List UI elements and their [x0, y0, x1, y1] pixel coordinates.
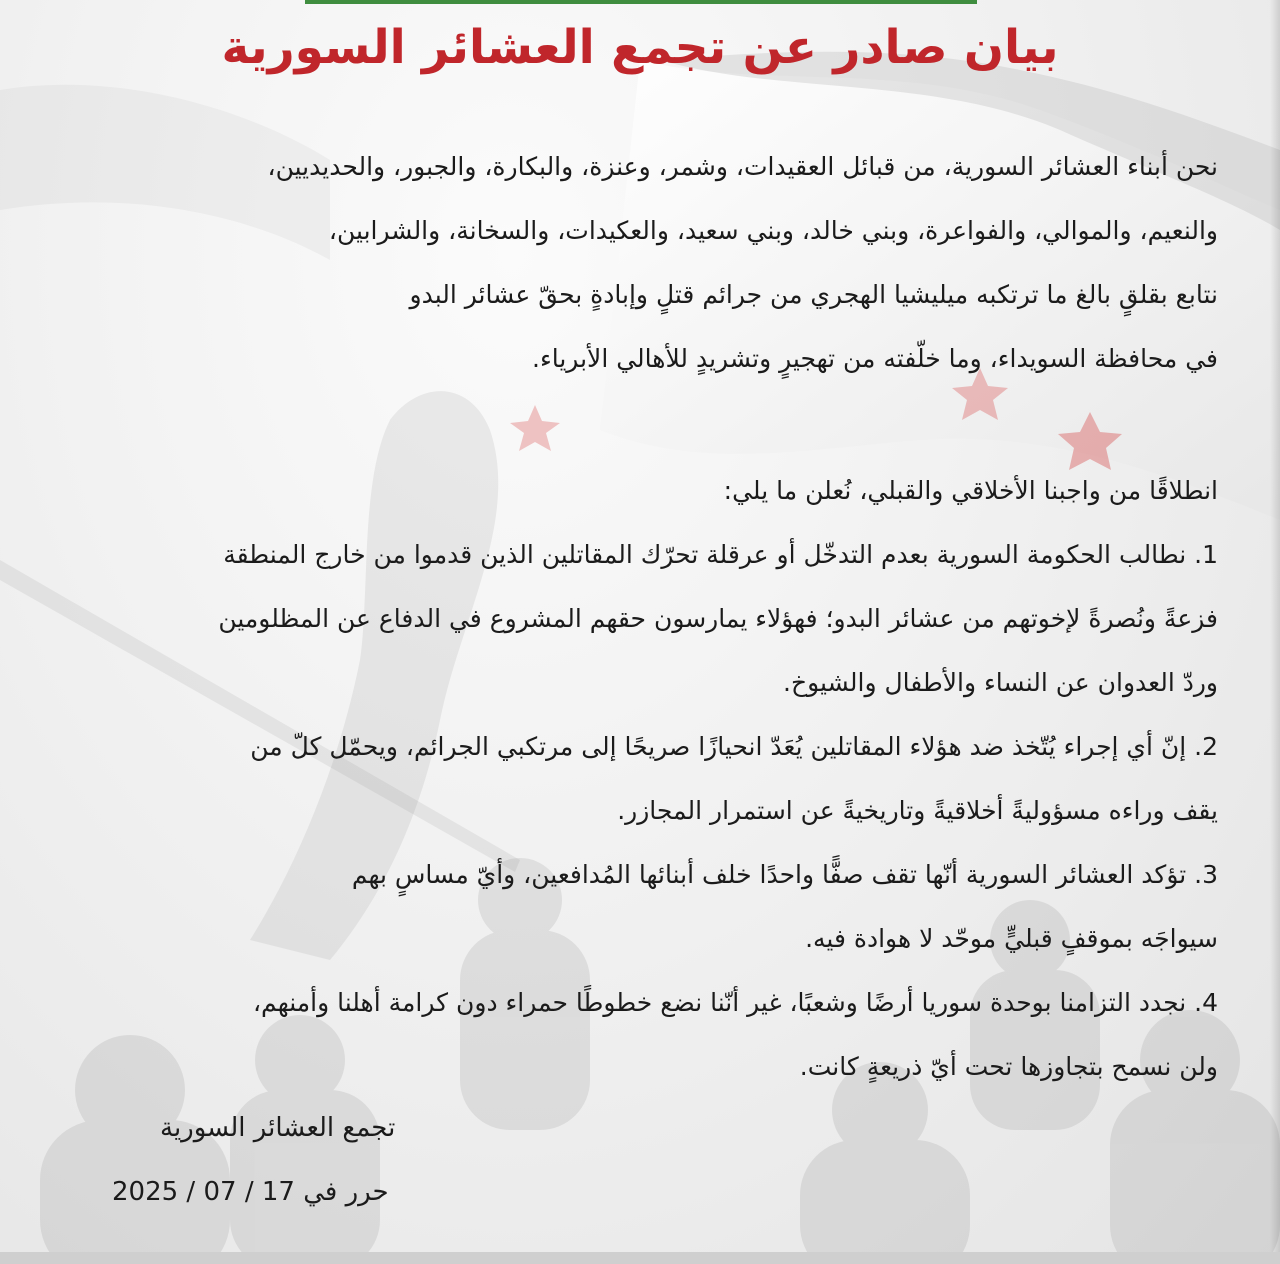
item-line: ولن نسمح بتجاوزها تحت أيّ ذريعةٍ كانت.: [799, 1052, 1218, 1081]
item-line: 4. نجدد التزامنا بوحدة سوريا أرضًا وشعبًا، غير أنّنا نضع خطوطًا حمراء دون كرامة أهلنا وأمنهم،: [252, 988, 1218, 1017]
item-line: وردّ العدوان عن النساء والأطفال والشيوخ.: [783, 668, 1218, 697]
intro-paragraph: [28, 135, 1218, 391]
page-title: بيان صادر عن تجمع العشائر السورية: [221, 20, 1059, 75]
lead-line: انطلاقًا من واجبنا الأخلاقي والقبلي، نُعلن ما يلي:: [723, 476, 1218, 505]
right-frame-edge: [1270, 0, 1280, 1264]
statement-item-2: [28, 715, 1218, 843]
lead-paragraph: [28, 459, 1218, 523]
intro-line: والنعيم، والموالي، والفواعرة، وبني خالد، وبني سعيد، والعكيدات، والسخانة، والشرابين،: [328, 216, 1218, 245]
item-line: يقف وراءه مسؤوليةً أخلاقيةً وتاريخيةً عن استمرار المجازر.: [617, 796, 1218, 825]
item-line: فزعةً ونُصرةً لإخوتهم من عشائر البدو؛ فهؤلاء يمارسون حقهم المشروع في الدفاع عن المظلومين: [218, 604, 1218, 633]
signature-date: حرر في 17 / 07 / 2025: [112, 1177, 389, 1207]
item-line: سيواجَه بموقفٍ قبليٍّ موحّد لا هوادة فيه.: [805, 924, 1218, 953]
bottom-frame-edge: [0, 1252, 1280, 1264]
top-accent-bar: [305, 0, 977, 4]
header: [0, 8, 1280, 88]
intro-line: في محافظة السويداء، وما خلّفته من تهجيرٍ وتشريدٍ للأهالي الأبرياء.: [532, 344, 1218, 373]
item-line: 1. نطالب الحكومة السورية بعدم التدخّل أو عرقلة تحرّك المقاتلين الذين قدموا من خارج المنطقة: [223, 540, 1218, 569]
item-line: 3. تؤكد العشائر السورية أنّها تقف صفًّا واحدًا خلف أبنائها المُدافعين، وأيّ مساسٍ بهم: [351, 860, 1218, 889]
intro-line: نحن أبناء العشائر السورية، من قبائل العقيدات، وشمر، وعنزة، والبكارة، والجبور، والحديديين،: [267, 152, 1218, 181]
signature-organization: تجمع العشائر السورية: [160, 1113, 396, 1143]
statement-item-3: [28, 843, 1218, 971]
statement-item-1: [28, 523, 1218, 715]
item-line: 2. إنّ أي إجراء يُتّخذ ضد هؤلاء المقاتلين يُعَدّ انحيازًا صريحًا إلى مرتكبي الجرائم، ويحمّل كلّ من: [250, 732, 1218, 761]
intro-line: نتابع بقلقٍ بالغ ما ترتكبه ميليشيا الهجري من جرائم قتلٍ وإبادةٍ بحقّ عشائر البدو: [409, 280, 1218, 309]
statement-item-4: [28, 971, 1218, 1099]
statement-body: [28, 135, 1218, 1099]
